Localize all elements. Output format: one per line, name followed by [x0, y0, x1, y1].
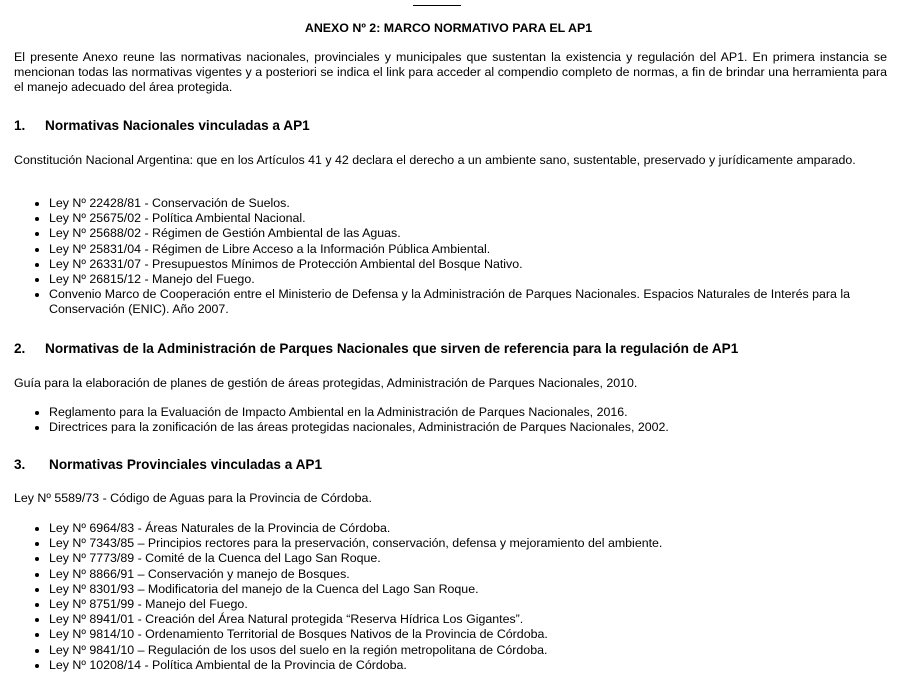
- list-item: Ley Nº 26331/07 - Presupuestos Mínimos de Protección Ambiental del Bosque Nativo.: [0, 257, 887, 272]
- section-1-heading: [14, 118, 310, 133]
- section-title: Normativas de la Administración de Parques Nacionales que sirven de referencia para la regulación de AP1: [45, 341, 739, 356]
- list-item: Ley Nº 22428/81 - Conservación de Suelos.: [0, 196, 887, 211]
- list-item: Ley Nº 25675/02 - Política Ambiental Nacional.: [0, 211, 887, 226]
- list-item: Directrices para la zonificación de las áreas protegidas nacionales, Administración de Parques Nacionales, 2002.: [0, 420, 887, 435]
- list-item: Ley Nº 6964/83 - Áreas Naturales de la Provincia de Córdoba.: [0, 521, 887, 536]
- section-3-lead: Ley Nº 5589/73 - Código de Aguas para la Provincia de Córdoba.: [14, 491, 372, 505]
- list-item: Ley Nº 9814/10 - Ordenamiento Territorial de Bosques Nativos de la Provincia de Córdoba.: [0, 627, 887, 642]
- list-item: Ley Nº 8941/01 - Creación del Área Natural protegida “Reserva Hídrica Los Gigantes”.: [0, 612, 887, 627]
- list-item: Ley Nº 10208/14 - Política Ambiental de la Provincia de Córdoba.: [0, 658, 887, 673]
- list-item: Ley Nº 8751/99 - Manejo del Fuego.: [0, 597, 887, 612]
- section-number: 3.: [14, 457, 26, 472]
- list-item: Ley Nº 9841/10 – Regulación de los usos del suelo en la región metropolitana de Córdoba.: [0, 643, 887, 658]
- list-item: Ley Nº 8301/93 – Modificatoria del manejo de la Cuenca del Lago San Roque.: [0, 582, 887, 597]
- section-title: Normativas Nacionales vinculadas a AP1: [45, 118, 310, 133]
- section-1-lead: Constitución Nacional Argentina: que en los Artículos 41 y 42 declara el derecho a un ambiente sano, sustentable, preservado y jurídicamente amparado.: [14, 153, 856, 167]
- list-item: Ley Nº 7773/89 - Comité de la Cuenca del Lago San Roque.: [0, 551, 887, 566]
- list-item: Convenio Marco de Cooperación entre el Ministerio de Defensa y la Administración de Parques Nacionales. Espacios Naturales de Interés para la Conservación (ENIC). Año 2007.: [0, 287, 887, 317]
- list-item: Ley Nº 8866/91 – Conservación y manejo de Bosques.: [0, 567, 887, 582]
- section-number: 2.: [14, 341, 26, 356]
- list-item: Ley Nº 7343/85 – Principios rectores para la preservación, conservación, defensa y mejoramiento del ambiente.: [0, 536, 887, 551]
- section-2-list: [0, 405, 887, 435]
- list-item: Ley Nº 26815/12 - Manejo del Fuego.: [0, 272, 887, 287]
- top-rule: [413, 5, 461, 6]
- section-3-list: [0, 521, 887, 673]
- section-1-list: [0, 196, 887, 318]
- section-title: Normativas Provinciales vinculadas a AP1: [49, 457, 323, 472]
- list-item: Ley Nº 25831/04 - Régimen de Libre Acceso a la Información Pública Ambiental.: [0, 242, 887, 257]
- list-item: Reglamento para la Evaluación de Impacto Ambiental en la Administración de Parques Nacionales, 2016.: [0, 405, 887, 420]
- intro-paragraph: El presente Anexo reune las normativas nacionales, provinciales y municipales que sustentan la existencia y regulación del AP1. En primera instancia se mencionan todas las normativas vigentes y a posteriori se indica el link para acceder al compendio completo de normas, a fin de brindar una herramienta para el manejo adecuado del área protegida.: [14, 50, 887, 95]
- annex-title: ANEXO Nº 2: MARCO NORMATIVO PARA EL AP1: [304, 21, 593, 35]
- section-3-heading: [14, 457, 322, 472]
- section-2-lead: Guía para la elaboración de planes de gestión de áreas protegidas, Administración de Parques Nacionales, 2010.: [14, 376, 638, 390]
- section-2-heading: [14, 341, 738, 356]
- section-number: 1.: [14, 118, 26, 133]
- list-item: Ley Nº 25688/02 - Régimen de Gestión Ambiental de las Aguas.: [0, 226, 887, 241]
